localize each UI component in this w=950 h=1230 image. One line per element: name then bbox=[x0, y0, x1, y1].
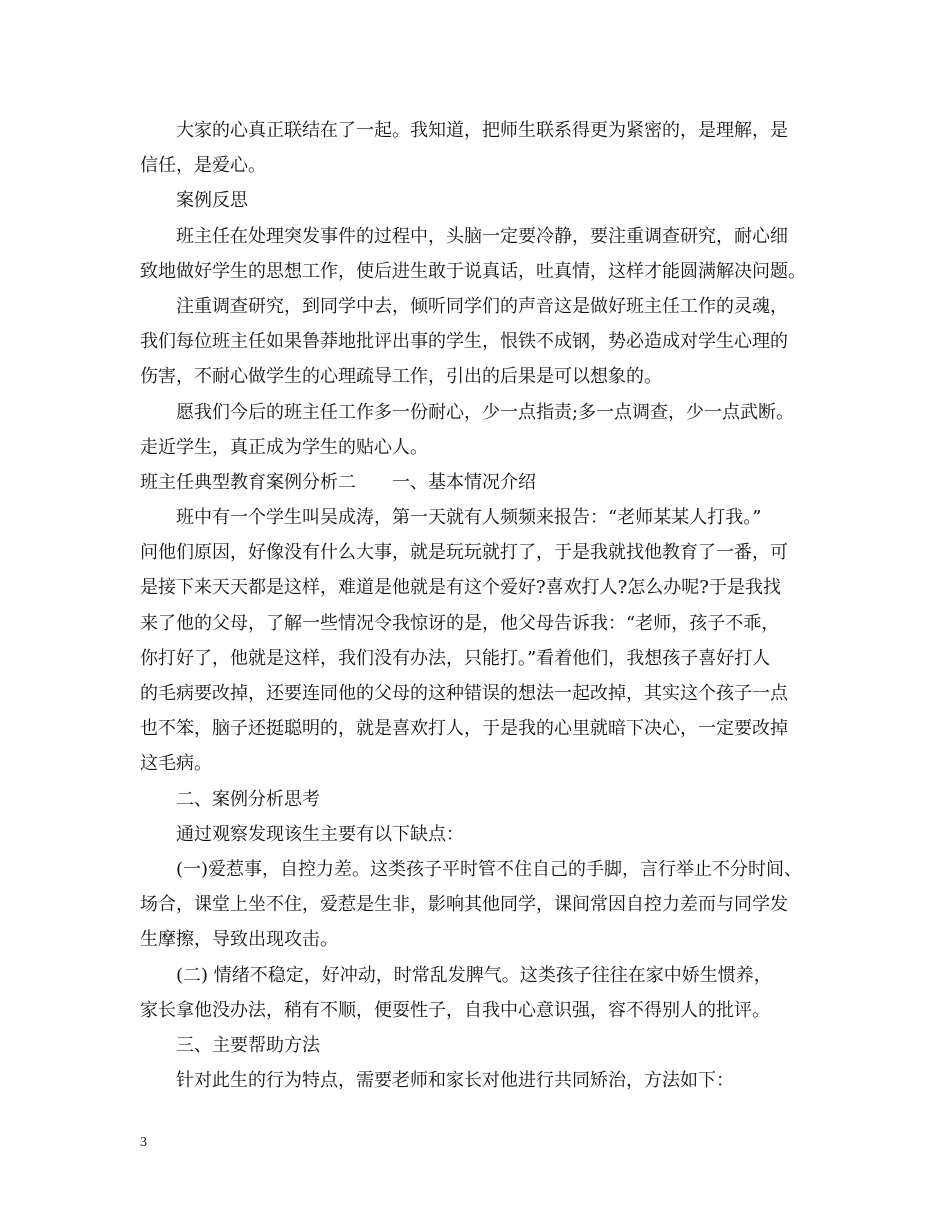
paragraph-line: 三、主要帮助方法 bbox=[176, 1034, 320, 1056]
heading-gap bbox=[356, 465, 392, 500]
paragraph-line: 针对此生的行为特点，需要老师和家长对他进行共同矫治，方法如下： bbox=[176, 1070, 734, 1092]
paragraph-line: 生摩擦，导致出现攻击。 bbox=[140, 929, 338, 951]
paragraph-line: 你打好了，他就是这样，我们没有办法，只能打。”看着他们，我想孩子喜好打人 bbox=[140, 647, 771, 669]
paragraph-line: (一)爱惹事，自控力差。这类孩子平时管不住自己的手脚，言行举止不分时间、 bbox=[176, 858, 803, 880]
document-body bbox=[140, 113, 820, 1098]
paragraph-line: 信任，是爱心。 bbox=[140, 155, 266, 177]
case-two-heading bbox=[140, 465, 820, 500]
paragraph-line: 问他们原因，好像没有什么大事，就是玩玩就打了，于是我就找他教育了一番，可 bbox=[140, 542, 788, 564]
paragraph-line: 我们每位班主任如果鲁莽地批评出事的学生，恨铁不成钢，势必造成对学生心理的 bbox=[140, 331, 788, 353]
paragraph-line: 这毛病。 bbox=[140, 753, 212, 775]
paragraph-line: 是接下来天天都是这样，难道是他就是有这个爱好?喜欢打人?怎么办呢?于是我找 bbox=[140, 577, 781, 599]
paragraph-line: 通过观察发现该生主要有以下缺点： bbox=[176, 823, 464, 845]
paragraph-line: 愿我们今后的班主任工作多一份耐心，少一点指责;多一点调查，少一点武断。 bbox=[176, 401, 795, 423]
paragraph-line: 走近学生，真正成为学生的贴心人。 bbox=[140, 436, 428, 458]
page-number: 3 bbox=[140, 1135, 147, 1150]
paragraph-line: 注重调查研究，到同学中去，倾听同学们的声音这是做好班主任工作的灵魂， bbox=[176, 295, 788, 317]
paragraph-line: 的毛病要改掉，还要连同他的父母的这种错误的想法一起改掉，其实这个孩子一点 bbox=[140, 683, 788, 704]
paragraph-line: 二、案例分析思考 bbox=[176, 788, 320, 810]
paragraph-line: (二) 情绪不稳定，好冲动，时常乱发脾气。这类孩子往往在家中娇生惯养， bbox=[176, 964, 772, 986]
case-two-title: 班主任典型教育案例分析二 bbox=[140, 471, 356, 493]
paragraph-line: 场合，课堂上坐不住，爱惹是生非，影响其他同学，课间常因自控力差而与同学发 bbox=[140, 894, 788, 916]
case-two-subtitle: 一、基本情况介绍 bbox=[392, 471, 536, 493]
paragraph-line: 来了他的父母，了解一些情况令我惊讶的是，他父母告诉我：“老师，孩子不乖， bbox=[140, 612, 780, 634]
paragraph-line: 班中有一个学生叫吴成涛，第一天就有人频频来报告：“老师某某人打我。” bbox=[176, 507, 762, 529]
paragraph-line: 伤害，不耐心做学生的心理疏导工作，引出的后果是可以想象的。 bbox=[140, 366, 662, 388]
paragraph-line: 案例反思 bbox=[176, 190, 248, 212]
paragraph-line: 致地做好学生的思想工作，使后进生敢于说真话，吐真情，这样才能圆满解决问题。 bbox=[140, 260, 806, 282]
paragraph-line: 班主任在处理突发事件的过程中，头脑一定要冷静，要注重调查研究，耐心细 bbox=[176, 225, 788, 247]
case-two-section bbox=[140, 500, 820, 1098]
case-reflection-section bbox=[140, 113, 820, 465]
paragraph-line: 家长拿他没办法，稍有不顺，便耍性子，自我中心意识强，容不得别人的批评。 bbox=[140, 999, 770, 1021]
paragraph-line: 大家的心真正联结在了一起。我知道，把师生联系得更为紧密的，是理解，是 bbox=[176, 120, 788, 141]
paragraph-line: 也不笨，脑子还挺聪明的，就是喜欢打人，于是我的心里就暗下决心，一定要改掉 bbox=[140, 718, 788, 740]
